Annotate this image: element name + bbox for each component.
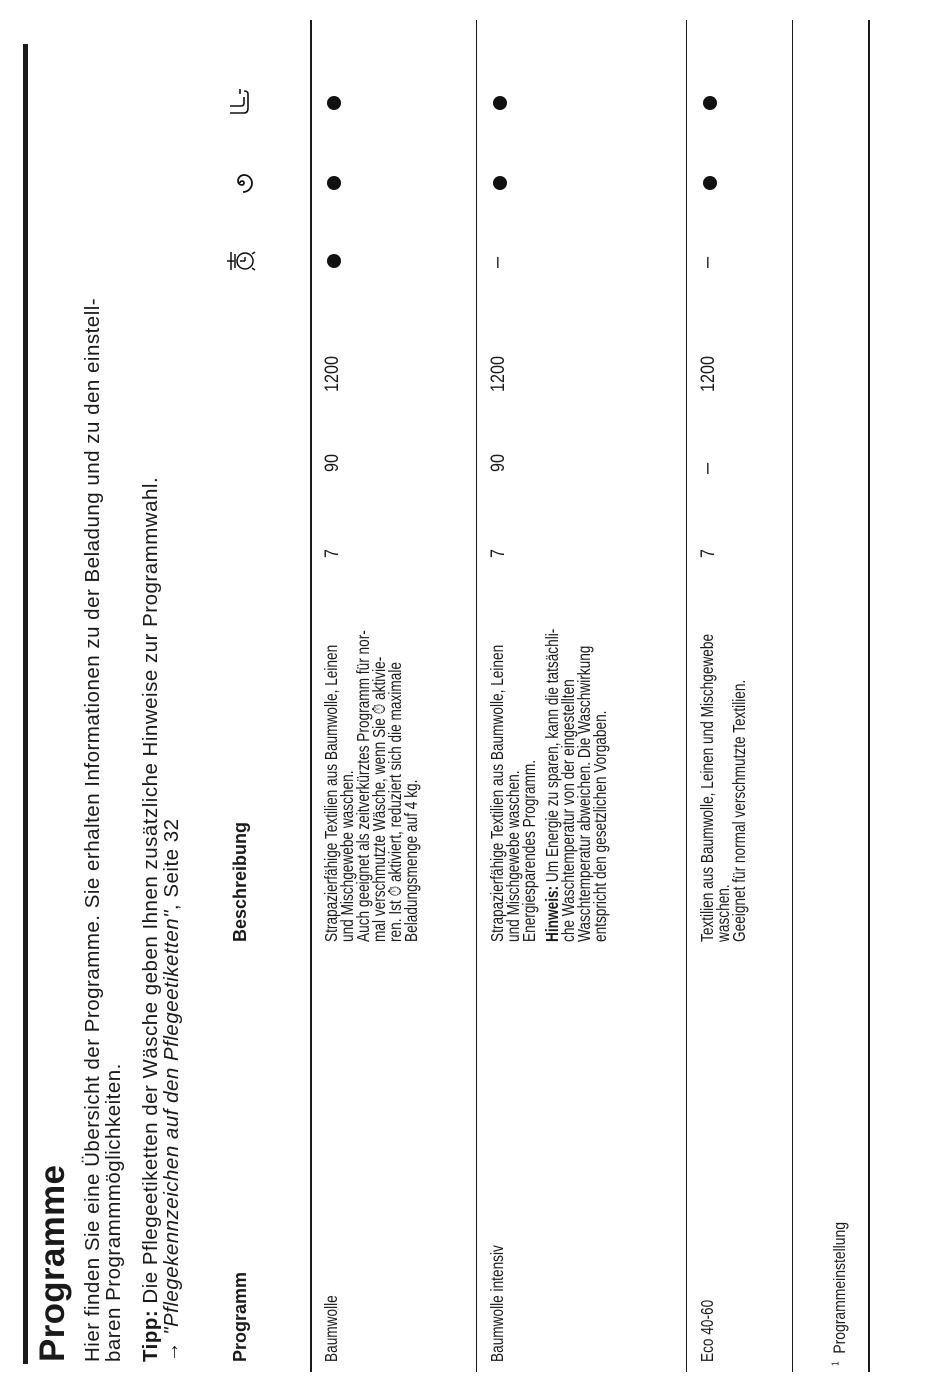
tip-text: Die Pflegeetiketten der Wäsche geben Ihnen zusätzliche Hinweise zur Programmwahl. [139,476,162,1310]
option-available-dot [327,254,341,268]
row-divider [476,20,477,1372]
tip-paragraph [140,62,182,1362]
option-unavailable-dash: – [696,256,718,268]
note-line: Waschtemperatur abweichen. Die Waschwirkung [574,645,594,942]
max-load: 7 [698,549,719,558]
footnote-mark: 1 [830,1361,842,1366]
page-title: Programme [33,1164,72,1362]
desc-line: waschen. [713,884,733,942]
desc-line: und Mischgewebe waschen. [503,770,523,942]
option-available-dot [703,176,717,190]
note-line: entspricht den gesetzlichen Vorgaben. [590,710,610,942]
arrow-icon: → [160,1334,183,1362]
option-available-dot [703,96,717,110]
program-description [699,513,747,942]
desc-line: Geeignet für normal verschmutzte Textilien. [729,679,749,942]
header-description: Beschreibung [230,821,250,942]
note-line: Um Energie zu sparen, kann die tatsächli- [542,628,562,886]
spin-icon [230,171,254,195]
note-label: Hinweis: [542,885,562,942]
max-temperature: – [696,462,718,474]
quick-wash-icon [226,248,256,274]
option-unavailable-dash: – [486,256,508,268]
row-divider [792,20,793,1372]
program-name: Baumwolle [321,1295,341,1362]
footnote [830,1222,850,1366]
note-line: che Waschtemperatur von der eingestellten [558,679,578,942]
desc-line: Auch geeignet als zeitverkürztes Programm für nor- [353,630,373,942]
intro-paragraph [82,62,124,1362]
option-available-dot [493,96,507,110]
drain-icon [226,88,254,116]
row-divider [686,20,687,1372]
tip-page: , Seite 32 [160,818,183,911]
footnote-text: Programmeinstellung [830,1221,849,1354]
option-available-dot [327,96,341,110]
top-rule [23,44,28,1364]
intro-line: baren Programmmöglichkeiten. [102,1063,125,1362]
bottom-rule [868,20,870,1372]
program-description [323,513,419,942]
desc-line: und Mischgewebe waschen. [337,770,357,942]
max-spin: 1200 [488,356,509,392]
table-rule [310,20,312,1372]
desc-line: Energiesparendes Programm. [519,759,539,942]
max-temperature: 90 [488,454,509,472]
max-spin: 1200 [322,356,343,392]
tip-link[interactable]: "Pflegekennzeichen auf den Pflegeetiketten" [160,910,183,1335]
option-available-dot [493,176,507,190]
max-temperature: 90 [322,454,343,472]
max-load: 7 [488,549,509,558]
program-name: Baumwolle intensiv [487,1245,507,1362]
program-name: Eco 40-60 [697,1299,717,1362]
desc-line: Strapazierfähige Textilien aus Baumwolle, Leinen [321,644,341,942]
intro-line: Hier finden Sie eine Übersicht der Programme. Sie erhalten Informationen zu der Beladung und zu den einstell- [81,297,104,1362]
desc-line: mal verschmutzte Wäsche, wenn Sie ⏱ aktivie- [369,656,389,942]
program-description [489,513,608,942]
tip-label: Tipp: [139,1309,162,1362]
max-spin: 1200 [698,356,719,392]
desc-line: Beladungsmenge auf 4 kg. [401,779,421,942]
header-program: Programm [230,1271,250,1362]
max-load: 7 [322,549,343,558]
option-available-dot [327,176,341,190]
desc-line: ren. Ist ⏱ aktiviert, reduziert sich die maximale [385,662,405,942]
desc-line: Textilien aus Baumwolle, Leinen und Mischgewebe [697,633,717,942]
desc-line: Strapazierfähige Textilien aus Baumwolle, Leinen [487,644,507,942]
